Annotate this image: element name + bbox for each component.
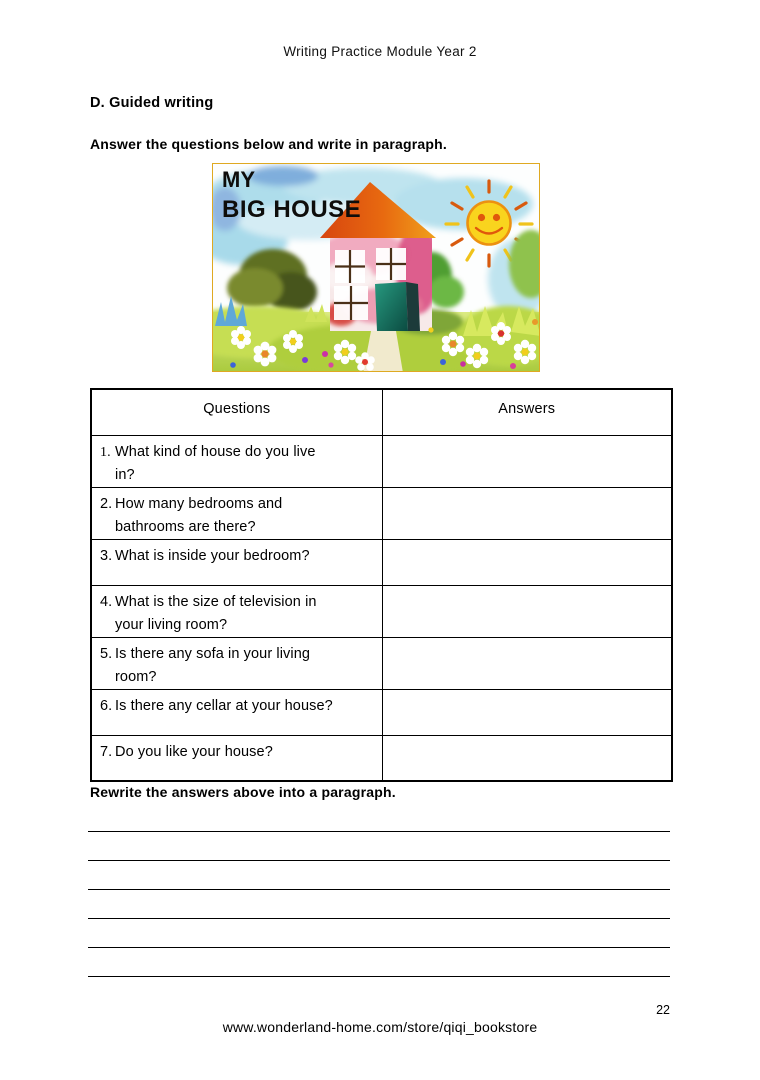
- section-heading: D. Guided writing: [90, 95, 214, 111]
- footer-url: www.wonderland-home.com/store/qiqi_bookstore: [222, 1019, 538, 1035]
- questions-column-header: Questions: [91, 389, 382, 435]
- table-row: [91, 689, 672, 735]
- answer-cell[interactable]: [382, 735, 672, 781]
- questions-answers-table: [90, 388, 673, 782]
- door: [375, 282, 408, 331]
- question-text: Do you like your house?: [115, 743, 273, 760]
- table-row: [91, 487, 672, 539]
- table-row: [91, 735, 672, 781]
- answer-cell[interactable]: [382, 585, 672, 637]
- table-header-row: [91, 389, 672, 435]
- table-row: [91, 539, 672, 585]
- question-text: Is there any cellar at your house?: [115, 697, 333, 714]
- answer-cell[interactable]: [382, 689, 672, 735]
- question-text: What kind of house do you live in?: [115, 443, 316, 483]
- question-cell: [91, 689, 382, 735]
- question-cell: [91, 435, 382, 487]
- question-number: 7.: [100, 743, 113, 760]
- illustration-title-line2: BIG HOUSE: [222, 196, 362, 223]
- question-number: 3.: [100, 547, 113, 564]
- writing-line[interactable]: [88, 918, 670, 919]
- writing-line[interactable]: [88, 889, 670, 890]
- answer-cell[interactable]: [382, 435, 672, 487]
- answer-cell[interactable]: [382, 539, 672, 585]
- illustration-title: [222, 169, 361, 222]
- question-cell: [91, 637, 382, 689]
- question-text: Is there any sofa in your living room?: [115, 645, 311, 685]
- question-number: 1.: [100, 444, 111, 460]
- answer-instruction: Answer the questions below and write in paragraph.: [90, 136, 447, 152]
- question-cell: [91, 585, 382, 637]
- question-number: 2.: [100, 495, 113, 512]
- question-cell: [91, 539, 382, 585]
- table-row: [91, 435, 672, 487]
- question-cell: [91, 735, 382, 781]
- question-number: 5.: [100, 645, 113, 662]
- answers-column-header: Answers: [382, 389, 672, 435]
- writing-line[interactable]: [88, 860, 670, 861]
- question-text: What is inside your bedroom?: [115, 547, 310, 564]
- rewrite-instruction: Rewrite the answers above into a paragraph.: [90, 784, 396, 800]
- door-shadow: [406, 282, 420, 331]
- writing-line[interactable]: [88, 947, 670, 948]
- illustration-title-line1: MY: [222, 167, 255, 192]
- big-house-illustration: [212, 163, 540, 372]
- table-row: [91, 637, 672, 689]
- question-number: 4.: [100, 593, 113, 610]
- table-row: [91, 585, 672, 637]
- writing-line[interactable]: [88, 976, 670, 977]
- answer-cell[interactable]: [382, 637, 672, 689]
- page-number: 22: [656, 1003, 670, 1017]
- question-number: 6.: [100, 697, 113, 714]
- question-text: What is the size of television in your living room?: [115, 593, 317, 633]
- question-cell: [91, 487, 382, 539]
- writing-line[interactable]: [88, 831, 670, 832]
- document-header-title: Writing Practice Module Year 2: [283, 44, 477, 59]
- question-text: How many bedrooms and bathrooms are there?: [115, 495, 283, 535]
- answer-cell[interactable]: [382, 487, 672, 539]
- paragraph-writing-area: [88, 820, 670, 990]
